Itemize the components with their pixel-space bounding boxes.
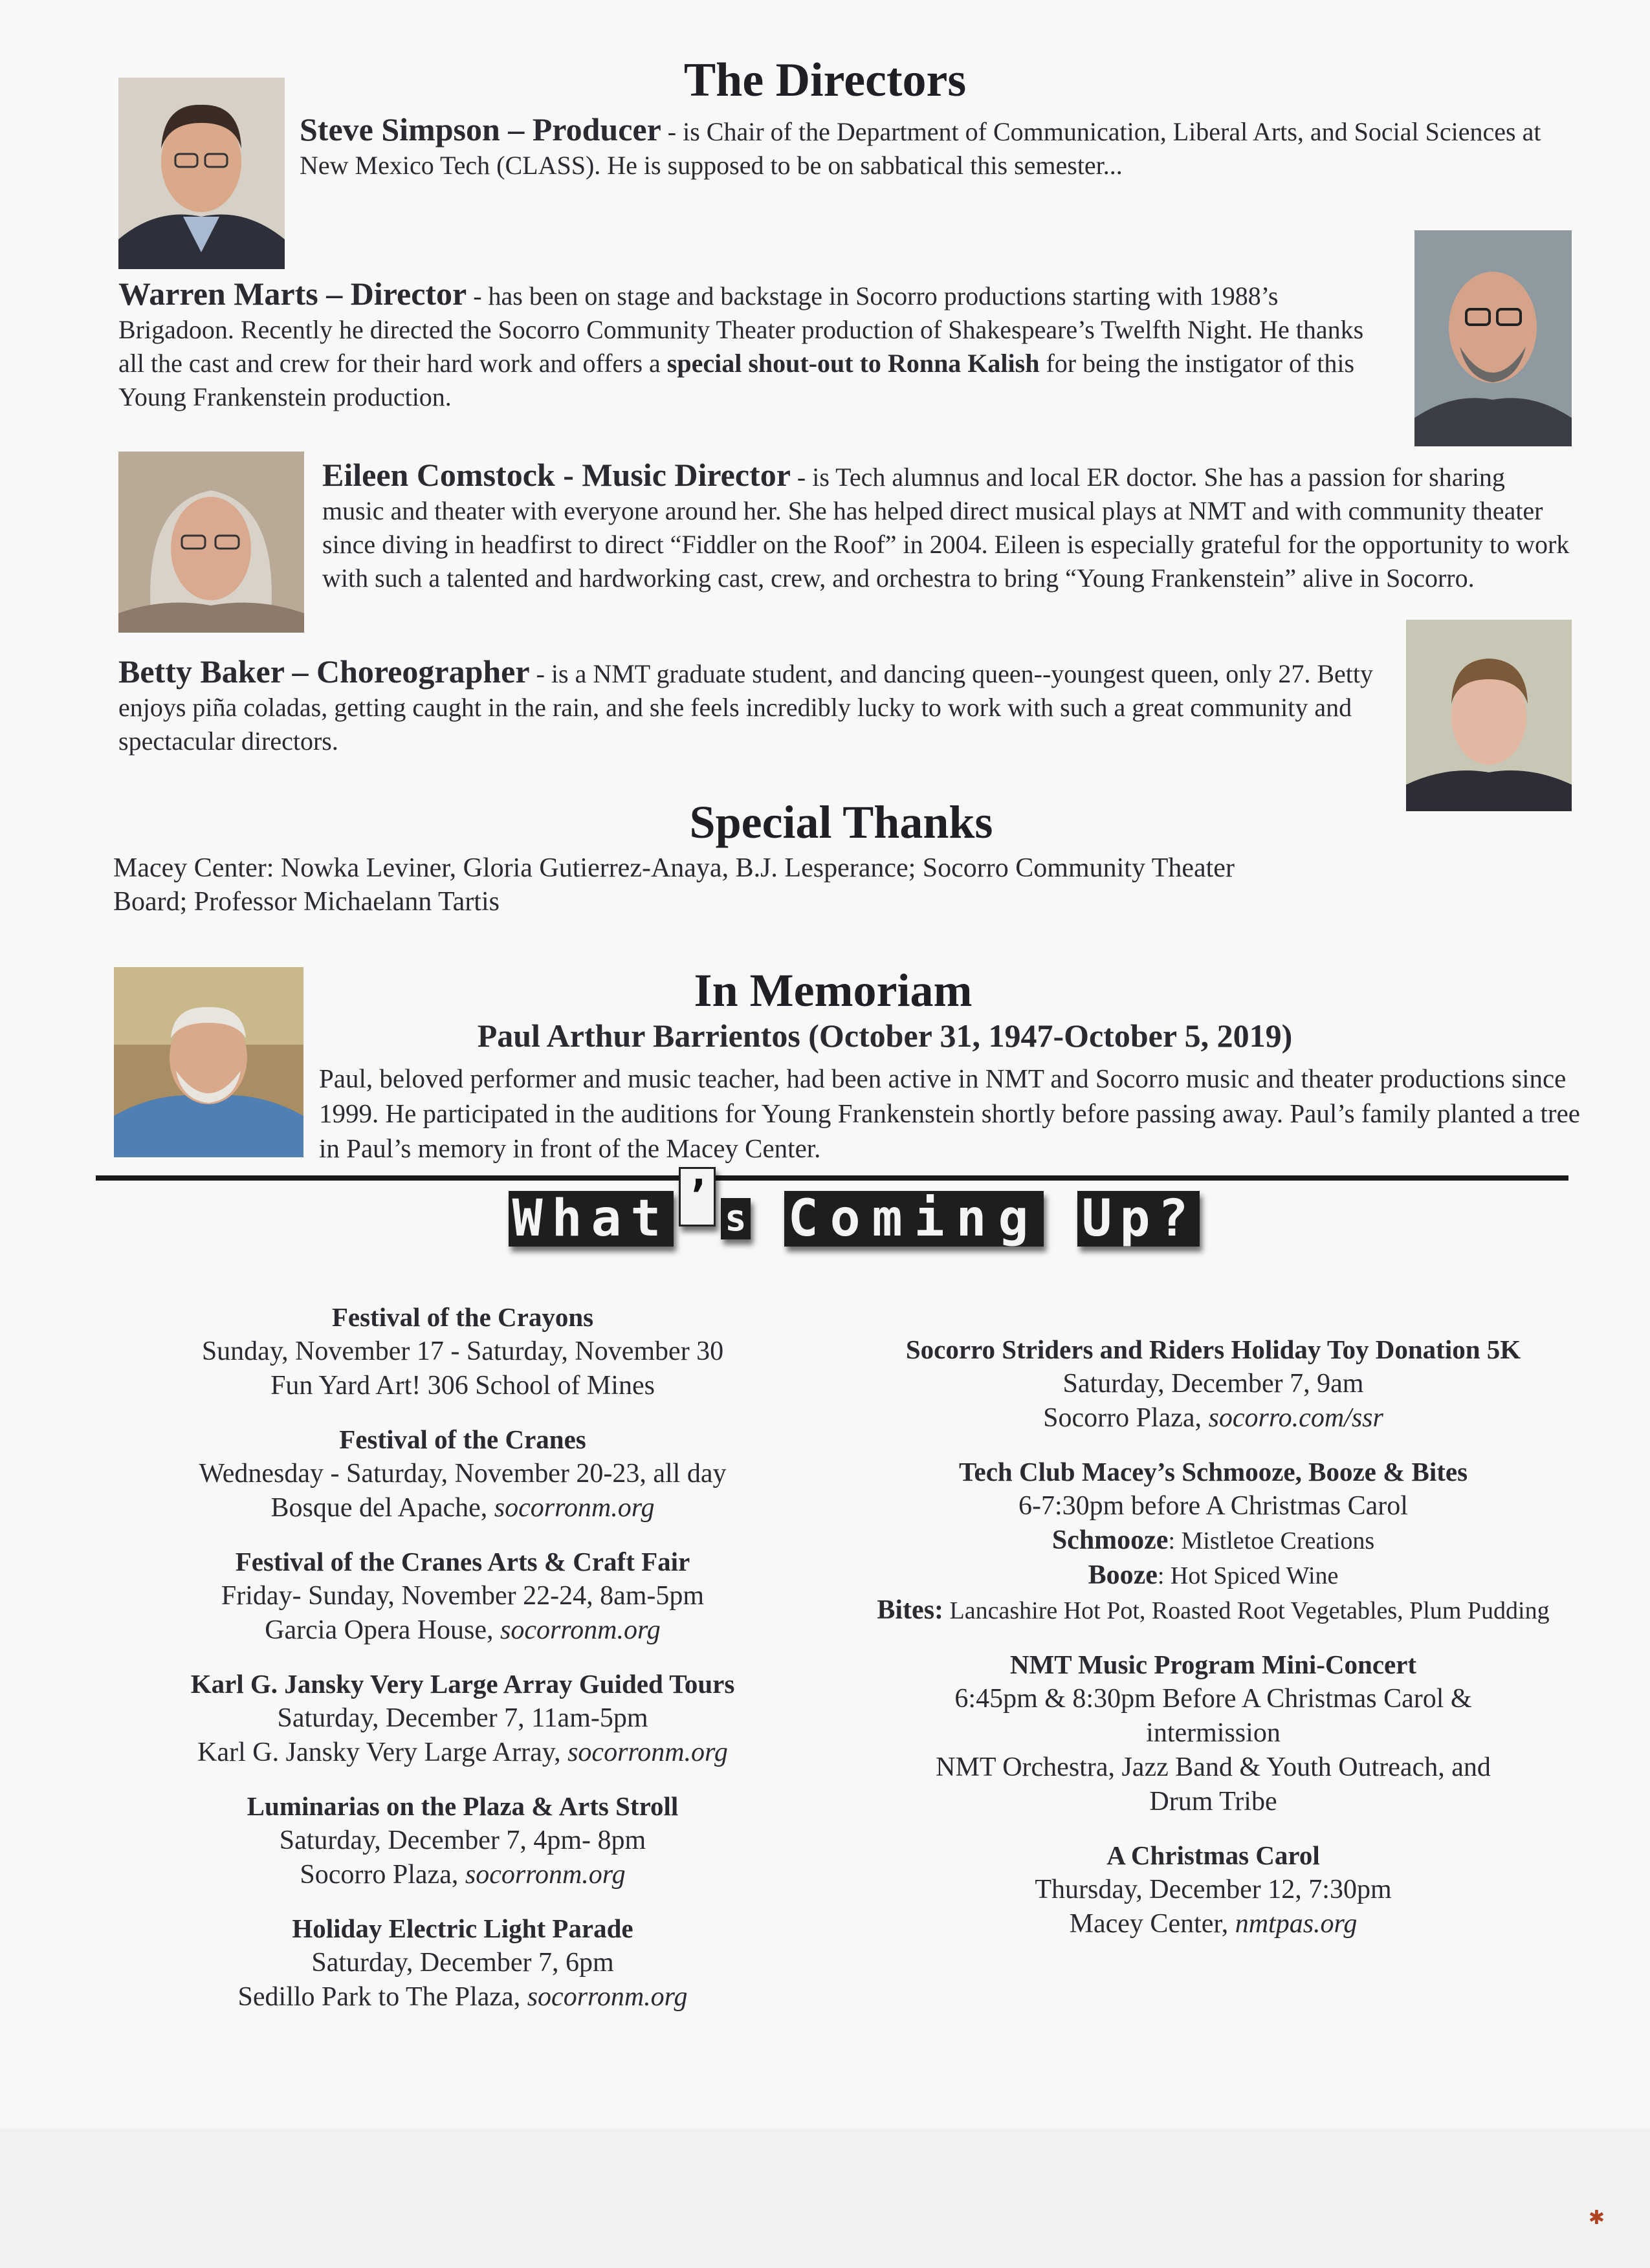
event-time: 6-7:30pm before A Christmas Carol: [1018, 1491, 1408, 1521]
event-location: Bosque del Apache,: [270, 1493, 494, 1523]
event-date: Thursday, December 12, 7:30pm: [1035, 1875, 1392, 1904]
event-location: Socorro Plaza,: [300, 1860, 465, 1890]
event-link[interactable]: nmtpas.org: [1235, 1909, 1358, 1939]
steve-simpson-photo: [118, 78, 285, 269]
event-item: [844, 1838, 1582, 1941]
warren-marts-photo: [1414, 230, 1572, 446]
event-date: Saturday, December 7, 11am-5pm: [277, 1703, 648, 1733]
memoriam-subheading: Paul Arthur Barrientos (October 31, 1947-October 5, 2019): [477, 1018, 1293, 1054]
event-name: Festival of the Cranes Arts & Craft Fair: [235, 1547, 690, 1576]
warren-marts-shout-out: special shout-out to Ronna Kalish: [666, 349, 1040, 378]
event-location: Fun Yard Art! 306 School of Mines: [270, 1371, 655, 1401]
event-date: Wednesday - Saturday, November 20-23, all day: [199, 1459, 727, 1488]
event-item: [133, 1300, 793, 1403]
warren-marts-name: Warren Marts – Director: [118, 276, 467, 312]
event-date: Sunday, November 17 - Saturday, November 30: [201, 1336, 724, 1366]
steve-simpson-bio: [300, 113, 1568, 182]
directors-heading: The Directors: [683, 54, 967, 107]
betty-baker-name: Betty Baker – Choreographer: [118, 653, 530, 690]
eileen-comstock-bio: [322, 458, 1571, 595]
event-name: Karl G. Jansky Very Large Array Guided Tours: [190, 1669, 735, 1699]
event-date: Friday- Sunday, November 22-24, 8am-5pm: [221, 1581, 705, 1611]
event-link[interactable]: socorronm.org: [500, 1615, 661, 1645]
banner-word-up: Up?: [1077, 1191, 1200, 1247]
event-link[interactable]: socorronm.org: [494, 1493, 655, 1523]
event-name: Socorro Striders and Riders Holiday Toy Donation 5K: [905, 1335, 1521, 1364]
event-location: Socorro Plaza,: [1043, 1403, 1209, 1433]
event-item: [844, 1455, 1582, 1628]
event-link[interactable]: socorronm.org: [465, 1860, 626, 1890]
memoriam-text: Paul, beloved performer and music teacher, had been active in NMT and Socorro music and theater productions since 1999. He participated in the auditions for Young Frankenstein shortly before passing away. Paul’s family planted a tree in Paul’s memory in front of the Macey Center.: [319, 1063, 1580, 1163]
event-date: Saturday, December 7, 4pm- 8pm: [279, 1826, 646, 1855]
event-item: [133, 1912, 793, 2014]
event-name: Luminarias on the Plaza & Arts Stroll: [247, 1791, 679, 1821]
event-location: Sedillo Park to The Plaza,: [237, 1982, 527, 2012]
event-name: Festival of the Cranes: [339, 1424, 586, 1454]
event-location: Karl G. Jansky Very Large Array,: [197, 1738, 568, 1767]
bites-value: Lancashire Hot Pot, Roasted Root Vegetables, Plum Pudding: [943, 1597, 1550, 1624]
event-item: [133, 1667, 793, 1770]
event-date: Saturday, December 7, 9am: [1062, 1369, 1364, 1399]
eileen-comstock-name: Eileen Comstock - Music Director: [322, 457, 791, 493]
warren-marts-text: - has been on stage and backstage in Socorro productions starting with 1988’s Brigadoon. Recently he directed the Socorro Community Theater production of Shakespeare’s Twelfth Night. He thanks all the cast and crew for their hard work and offers a: [118, 281, 1364, 378]
event-item: [133, 1423, 793, 1525]
warren-marts-bio: [118, 277, 1393, 414]
event-item: [844, 1648, 1582, 1819]
event-location: Macey Center,: [1069, 1909, 1235, 1939]
schmooze-label: Schmooze: [1051, 1525, 1169, 1555]
event-link[interactable]: socorronm.org: [567, 1738, 728, 1767]
booze-label: Booze: [1088, 1560, 1158, 1590]
betty-baker-photo: [1406, 620, 1572, 811]
whats-coming-up-banner: [336, 1173, 1372, 1286]
section-divider: [96, 1175, 1568, 1181]
event-name: Festival of the Crayons: [331, 1302, 594, 1332]
event-performers: NMT Orchestra, Jazz Band & Youth Outreach, and Drum Tribe: [936, 1752, 1491, 1816]
events-right-column: [844, 1333, 1582, 1961]
memoriam-heading: In Memoriam: [694, 965, 973, 1016]
event-name: Holiday Electric Light Parade: [292, 1914, 633, 1943]
special-thanks-text: Macey Center: Nowka Leviner, Gloria Gutierrez-Anaya, B.J. Lesperance; Socorro Community Theater Board; Professor Michaelann Tartis: [113, 853, 1235, 917]
booze-value: : Hot Spiced Wine: [1157, 1562, 1339, 1589]
special-thanks-heading: Special Thanks: [689, 796, 993, 848]
scan-smudge-icon: ✱: [1588, 2207, 1605, 2229]
banner-word-s: s: [721, 1198, 751, 1239]
warren-marts-text-after: for being the instigator of this Young Frankenstein production.: [118, 349, 1355, 411]
event-time: 6:45pm & 8:30pm Before A Christmas Carol & intermission: [954, 1684, 1472, 1748]
betty-baker-bio: [118, 655, 1387, 758]
bites-label: Bites:: [877, 1595, 944, 1625]
event-date: Saturday, December 7, 6pm: [311, 1948, 614, 1978]
event-name: A Christmas Carol: [1106, 1840, 1320, 1870]
events-left-column: [133, 1300, 793, 2034]
event-item: [133, 1545, 793, 1648]
event-location: Garcia Opera House,: [265, 1615, 501, 1645]
banner-word-what: What: [509, 1191, 674, 1247]
eileen-comstock-text: - is Tech alumnus and local ER doctor. She has a passion for sharing music and theater with everyone around her. She has helped direct musical plays at NMT and with community theater since diving in headfirst to direct “Fiddler on the Roof” in 2004. Eileen is especially grateful for the opportunity to work with such a talented and hardworking cast, crew, and orchestra to bring “Young Frankenstein” alive in Socorro.: [322, 463, 1570, 593]
event-item: [844, 1333, 1582, 1435]
schmooze-value: : Mistletoe Creations: [1168, 1527, 1375, 1554]
banner-apostrophe: ’: [679, 1167, 716, 1227]
eileen-comstock-photo: [118, 452, 304, 633]
betty-baker-text: - is a NMT graduate student, and dancing queen--youngest queen, only 27. Betty enjoys piña coladas, getting caught in the rain, and she feels incredibly lucky to work with such a great community and spectacular directors.: [118, 659, 1373, 756]
event-item: [133, 1789, 793, 1892]
steve-simpson-text: - is Chair of the Department of Communication, Liberal Arts, and Social Sciences at New Mexico Tech (CLASS). He is supposed to be on sabbatical this semester...: [300, 117, 1541, 180]
event-name: Tech Club Macey’s Schmooze, Booze & Bites: [958, 1457, 1468, 1487]
event-link[interactable]: socorronm.org: [527, 1982, 688, 2012]
banner-word-coming: Coming: [784, 1191, 1044, 1247]
event-name: NMT Music Program Mini-Concert: [1009, 1650, 1417, 1679]
steve-simpson-name: Steve Simpson – Producer: [300, 111, 661, 147]
event-link[interactable]: socorro.com/ssr: [1208, 1403, 1383, 1433]
